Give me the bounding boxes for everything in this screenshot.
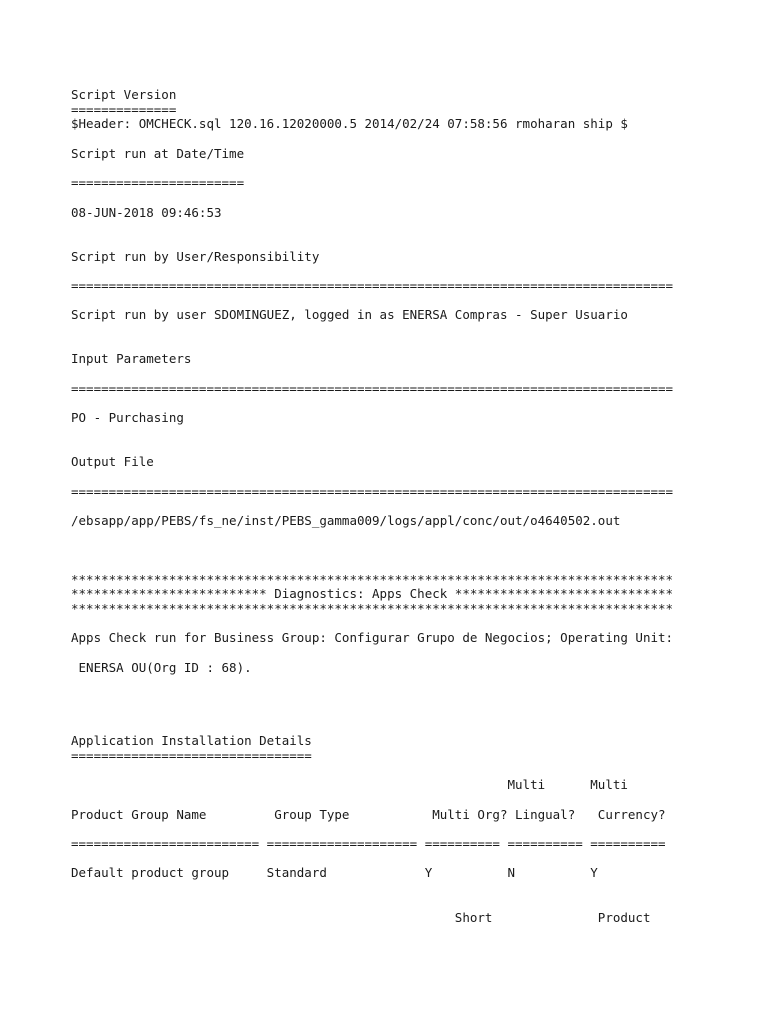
report-line xyxy=(71,338,731,353)
report-line xyxy=(71,896,731,911)
report-line xyxy=(71,294,731,309)
report-line xyxy=(71,822,731,837)
report-line: ============== xyxy=(71,101,177,117)
report-line: Script run at Date/Time xyxy=(71,145,245,161)
report-line: Script Version xyxy=(71,87,177,102)
report-line: $Header: OMCHECK.sql 120.16.12020000.5 2014/02/24 07:58:56 rmoharan ship $ xyxy=(71,116,628,132)
report-line xyxy=(71,558,731,573)
report-line xyxy=(71,529,731,544)
report-line: Script run by user SDOMINGUEZ, logged in as ENERSA Compras - Super Usuario xyxy=(71,307,628,323)
report-line: PO - Purchasing xyxy=(71,410,184,426)
report-line: ======================= xyxy=(71,175,245,191)
report-line xyxy=(71,191,731,206)
report-line: Product Group Name Group Type Multi Org? Lingual? Currency? xyxy=(71,806,666,822)
report-line xyxy=(71,235,731,250)
report-line xyxy=(71,720,731,735)
report-line: Short Product xyxy=(71,909,651,925)
report-line: ************************** Diagnostics: Apps Check ***************************** xyxy=(71,586,674,602)
report-line xyxy=(71,852,731,867)
report-line xyxy=(71,646,731,661)
report-line xyxy=(71,161,731,176)
report-line: Application Installation Details xyxy=(71,733,312,749)
report-line xyxy=(71,543,731,558)
report-line: ================================================================================ xyxy=(71,277,674,293)
report-line xyxy=(71,764,731,779)
report-line: ========================= ==================== ========== ========== ========== xyxy=(71,836,666,852)
report-line xyxy=(71,676,731,691)
report-line xyxy=(71,617,731,632)
script-output-document xyxy=(71,88,731,925)
report-line: Apps Check run for Business Group: Configurar Grupo de Negocios; Operating Unit: xyxy=(71,630,674,646)
report-line xyxy=(71,690,731,705)
report-line xyxy=(71,793,731,808)
report-line xyxy=(71,220,731,235)
report-line xyxy=(71,132,731,147)
report-line: ******************************************************************************** xyxy=(71,601,674,617)
report-line xyxy=(71,881,731,896)
report-line xyxy=(71,441,731,456)
report-line: ******************************************************************************** xyxy=(71,571,674,587)
report-line xyxy=(71,367,731,382)
report-line xyxy=(71,426,731,441)
report-line xyxy=(71,705,731,720)
report-line: ENERSA OU(Org ID : 68). xyxy=(71,659,252,675)
report-line: Multi Multi xyxy=(71,777,628,793)
report-line xyxy=(71,499,731,514)
report-line xyxy=(71,323,731,338)
report-line: Output File xyxy=(71,454,154,470)
report-line: /ebsapp/app/PEBS/fs_ne/inst/PEBS_gamma009/logs/appl/conc/out/o4640502.out xyxy=(71,512,621,528)
report-line: 08-JUN-2018 09:46:53 xyxy=(71,204,222,220)
report-line: ================================ xyxy=(71,747,312,763)
report-line xyxy=(71,264,731,279)
report-line xyxy=(71,396,731,411)
report-line: Input Parameters xyxy=(71,351,192,367)
report-line: ================================================================================ xyxy=(71,483,674,499)
report-line: ================================================================================ xyxy=(71,380,674,396)
report-line: Script run by User/Responsibility xyxy=(71,248,320,264)
report-line: Default product group Standard Y N Y xyxy=(71,865,598,881)
report-line xyxy=(71,470,731,485)
